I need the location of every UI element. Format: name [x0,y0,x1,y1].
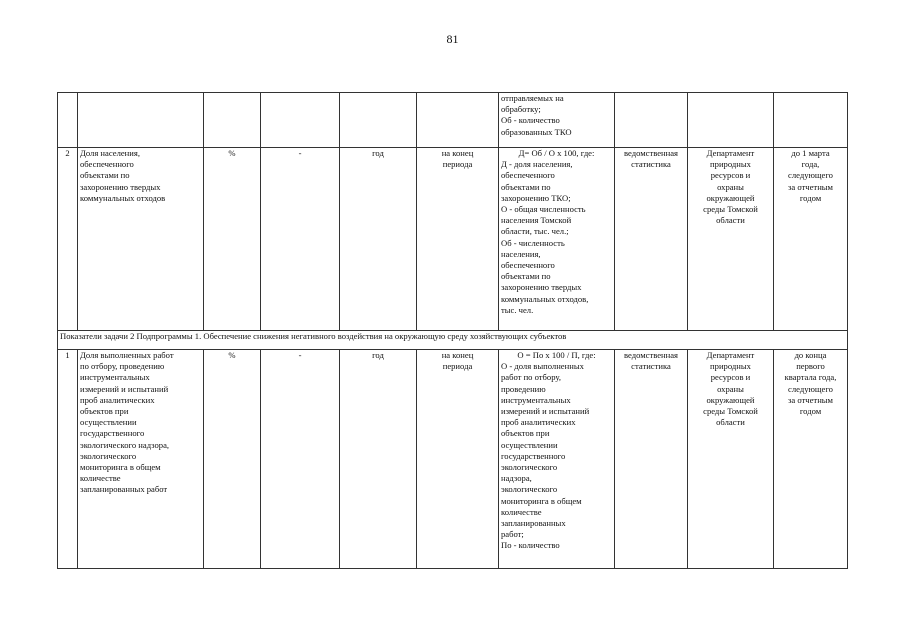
text-line: захоронению твердых [80,181,161,192]
text-line: охраны [717,181,744,192]
text-line: периода [442,159,473,170]
text-line: населения, [501,248,541,259]
text-line: объектов при [501,428,550,439]
section-title: Показатели задачи 2 Подпрограммы 1. Обеспечение снижения негативного воздействия на окружающую среду хозяйствующих субъектов [58,331,848,350]
text-line: окружающей [706,192,755,203]
text-line: области, тыс. чел.; [501,226,569,237]
text-line: Доля выполненных работ [80,350,174,360]
text-line: окружающей [706,394,755,405]
text-line: Об - количество [501,115,560,126]
text-line: работ; [501,529,524,540]
text-line: экологического [501,462,558,473]
text-line: обработку; [501,104,541,115]
text-line: осуществлении [80,417,137,428]
cell-name [78,350,204,569]
cell-period: год [340,148,417,331]
text-line: государственного [501,450,566,461]
text-line: мониторинга в общем [501,495,582,506]
cell-num [58,93,78,148]
text-line: Д - доля населения, [501,159,573,170]
cell-time [417,148,499,331]
text-line: мониторинга в общем [80,462,161,473]
text-line: осуществлении [501,439,558,450]
cell-dash: - [261,148,340,331]
cell-dash: - [261,350,340,569]
cell-name [78,148,204,331]
text-line: объектами по [501,271,551,282]
text-line: тыс. чел. [501,304,534,315]
text-line: захоронению твердых [501,282,582,293]
text-line: первого [796,361,825,372]
text-line: Доля населения, [80,148,140,158]
cell-responsible [688,93,774,148]
text-line: О - общая численность [501,204,586,215]
text-line: квартала года, [784,372,837,383]
table-row-population-share [58,148,848,331]
text-line: государственного [80,428,145,439]
text-line: коммунальных отходов [80,192,166,203]
text-line: до конца [794,350,827,360]
text-line: Об - численность [501,237,565,248]
text-line: О - доля выполненных [501,361,584,372]
text-line: проб аналитических [501,417,576,428]
cell-responsible [688,350,774,569]
cell-deadline [774,93,848,148]
cell-method [499,93,615,148]
text-line: количестве [501,506,542,517]
text-line: на конец [441,350,474,360]
text-line: обеспеченного [501,260,555,271]
cell-unit: % [204,350,261,569]
cell-dash [261,93,340,148]
text-line: области [716,417,745,428]
formula-line: Д= Об / О х 100, где: [518,148,595,158]
cell-time [417,350,499,569]
text-line: охраны [717,383,744,394]
cell-period [340,93,417,148]
cell-unit: % [204,148,261,331]
table-row-completed-works-share [58,350,848,569]
cell-source [615,148,688,331]
page-number: 81 [446,32,459,46]
cell-method [499,350,615,569]
text-line: за отчетным [788,394,833,405]
cell-num: 1 [58,350,78,569]
cell-method [499,148,615,331]
text-line: отправляемых на [501,93,564,103]
table-row-continuation [58,93,848,148]
text-line: работ по отбору, [501,372,561,383]
text-line: обеспеченного [501,170,555,181]
table-row-section-header [58,331,848,350]
text-line: Департамент [706,350,755,360]
text-line: запланированных работ [80,484,168,495]
text-line: По - количество [501,540,560,551]
text-line: за отчетным [788,181,833,192]
text-line: среды Томской [703,204,758,215]
text-line: годом [799,406,822,417]
text-line: периода [442,361,473,372]
text-line: объектами по [80,170,130,181]
text-line: количестве [80,473,121,484]
indicators-table [57,92,848,569]
text-line: обеспеченного [80,159,134,170]
text-line: образованных ТКО [501,126,572,137]
text-line: Департамент [706,148,755,158]
cell-source [615,93,688,148]
text-line: измерений и испытаний [80,383,169,394]
text-line: природных [710,361,751,372]
text-line: надзора, [501,473,532,484]
text-line: среды Томской [703,406,758,417]
text-line: измерений и испытаний [501,406,590,417]
text-line: ведомственная [623,148,678,158]
text-line: до 1 марта [791,148,830,158]
text-line: проб аналитических [80,394,155,405]
formula-line: О = По х 100 / П, где: [517,350,596,360]
text-line: статистика [631,361,671,372]
cell-unit [204,93,261,148]
text-line: года, [801,159,820,170]
text-line: природных [710,159,751,170]
cell-name [78,93,204,148]
text-line: ведомственная [623,350,678,360]
cell-deadline [774,148,848,331]
cell-time [417,93,499,148]
text-line: инструментальных [80,372,150,383]
text-line: запланированных [501,518,566,529]
text-line: ресурсов и [710,372,751,383]
text-line: следующего [788,383,833,394]
text-line: экологического надзора, [80,439,170,450]
cell-period: год [340,350,417,569]
text-line: инструментальных [501,394,571,405]
text-line: следующего [788,170,833,181]
cell-source [615,350,688,569]
text-line: на конец [441,148,474,158]
text-line: статистика [631,159,671,170]
text-line: области [716,215,745,226]
text-line: экологического [80,450,137,461]
text-line: проведению [501,383,546,394]
text-line: экологического [501,484,558,495]
text-line: ресурсов и [710,170,751,181]
text-line: населения Томской [501,215,572,226]
text-line: годом [799,192,822,203]
text-line: объектами по [501,181,551,192]
cell-num: 2 [58,148,78,331]
text-line: коммунальных отходов, [501,293,589,304]
cell-deadline [774,350,848,569]
cell-responsible [688,148,774,331]
text-line: по отбору, проведению [80,361,165,372]
text-line: объектов при [80,406,129,417]
text-line: захоронению ТКО; [501,192,571,203]
